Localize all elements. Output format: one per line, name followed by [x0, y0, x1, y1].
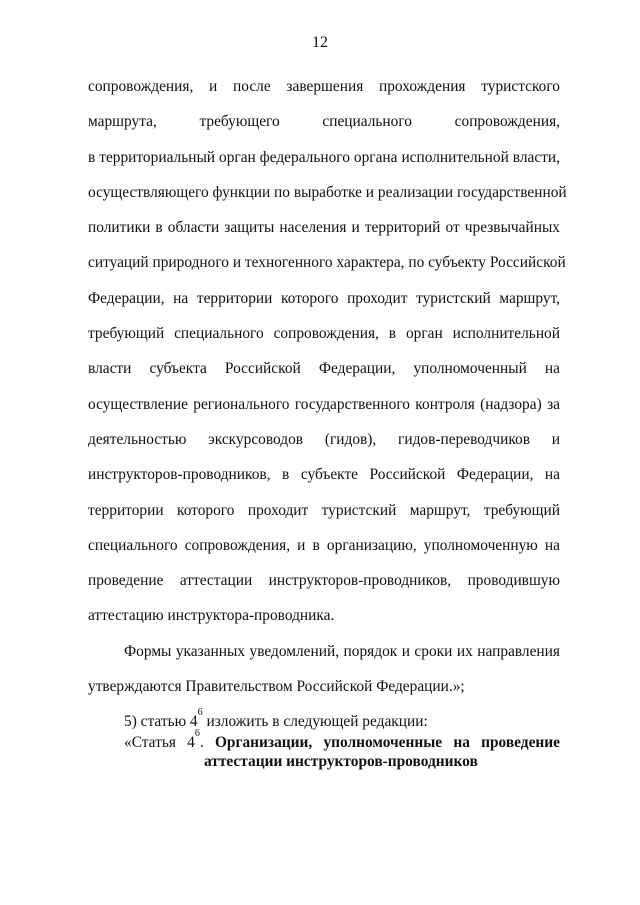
- text-line: сопровождения, и после завершения прохождения туристского: [88, 78, 560, 95]
- document-body: [88, 69, 567, 740]
- text-line: власти субъекта Российской Федерации, уполномоченный на: [88, 360, 560, 378]
- text-line: ситуаций природного и техногенного характера, по субъекту Российской: [88, 254, 566, 272]
- paragraph-line: Формы указанных уведомлений, порядок и сроки их направления: [124, 642, 560, 660]
- text-line: требующий специального сопровождения, в орган исполнительной: [88, 325, 560, 343]
- article-heading-line-1: [124, 727, 560, 752]
- article-title-line-1: Организации, уполномоченные на проведение: [214, 734, 560, 751]
- article-heading: [124, 727, 560, 771]
- text-line: политики в области защиты населения и территорий от чрезвычайных: [88, 219, 560, 237]
- text-line: осуществляющего функции по выработке и реализации государственной: [88, 183, 567, 201]
- text-line: деятельностью экскурсоводов (гидов), гидов-переводчиков и: [88, 430, 560, 448]
- item-suffix: изложить в следующей редакции:: [202, 713, 428, 731]
- article-superscript: 6: [194, 727, 200, 739]
- article-dot: .: [199, 734, 204, 751]
- text-line: маршрута, требующего специального сопровождения,: [88, 113, 560, 131]
- page-number: 12: [312, 34, 328, 51]
- text-line: в территориальный орган федерального органа исполнительной власти,: [88, 148, 560, 166]
- article-title-line-2: аттестации инструкторов-проводников: [204, 753, 478, 770]
- text-line: инструкторов-проводников, в субъекте Российской Федерации, на: [88, 466, 560, 484]
- text-line: специального сопровождения, и в организацию, уполномоченную на: [88, 536, 560, 554]
- article-prefix: «Статья 4: [124, 734, 195, 751]
- item-prefix: 5) статью 4: [124, 713, 198, 731]
- text-line: аттестацию инструктора-проводника.: [88, 607, 335, 625]
- paragraph-line: утверждаются Правительством Российской Федерации.»;: [88, 678, 465, 696]
- text-line: осуществление регионального государственного контроля (надзора) за: [88, 395, 560, 413]
- text-line: проведение аттестации инструкторов-проводников, проводившую: [88, 572, 560, 590]
- text-line: территории которого проходит туристский маршрут, требующий: [88, 501, 560, 519]
- item-superscript: 6: [197, 707, 203, 719]
- text-line: Федерации, на территории которого проходит туристский маршрут,: [88, 289, 560, 307]
